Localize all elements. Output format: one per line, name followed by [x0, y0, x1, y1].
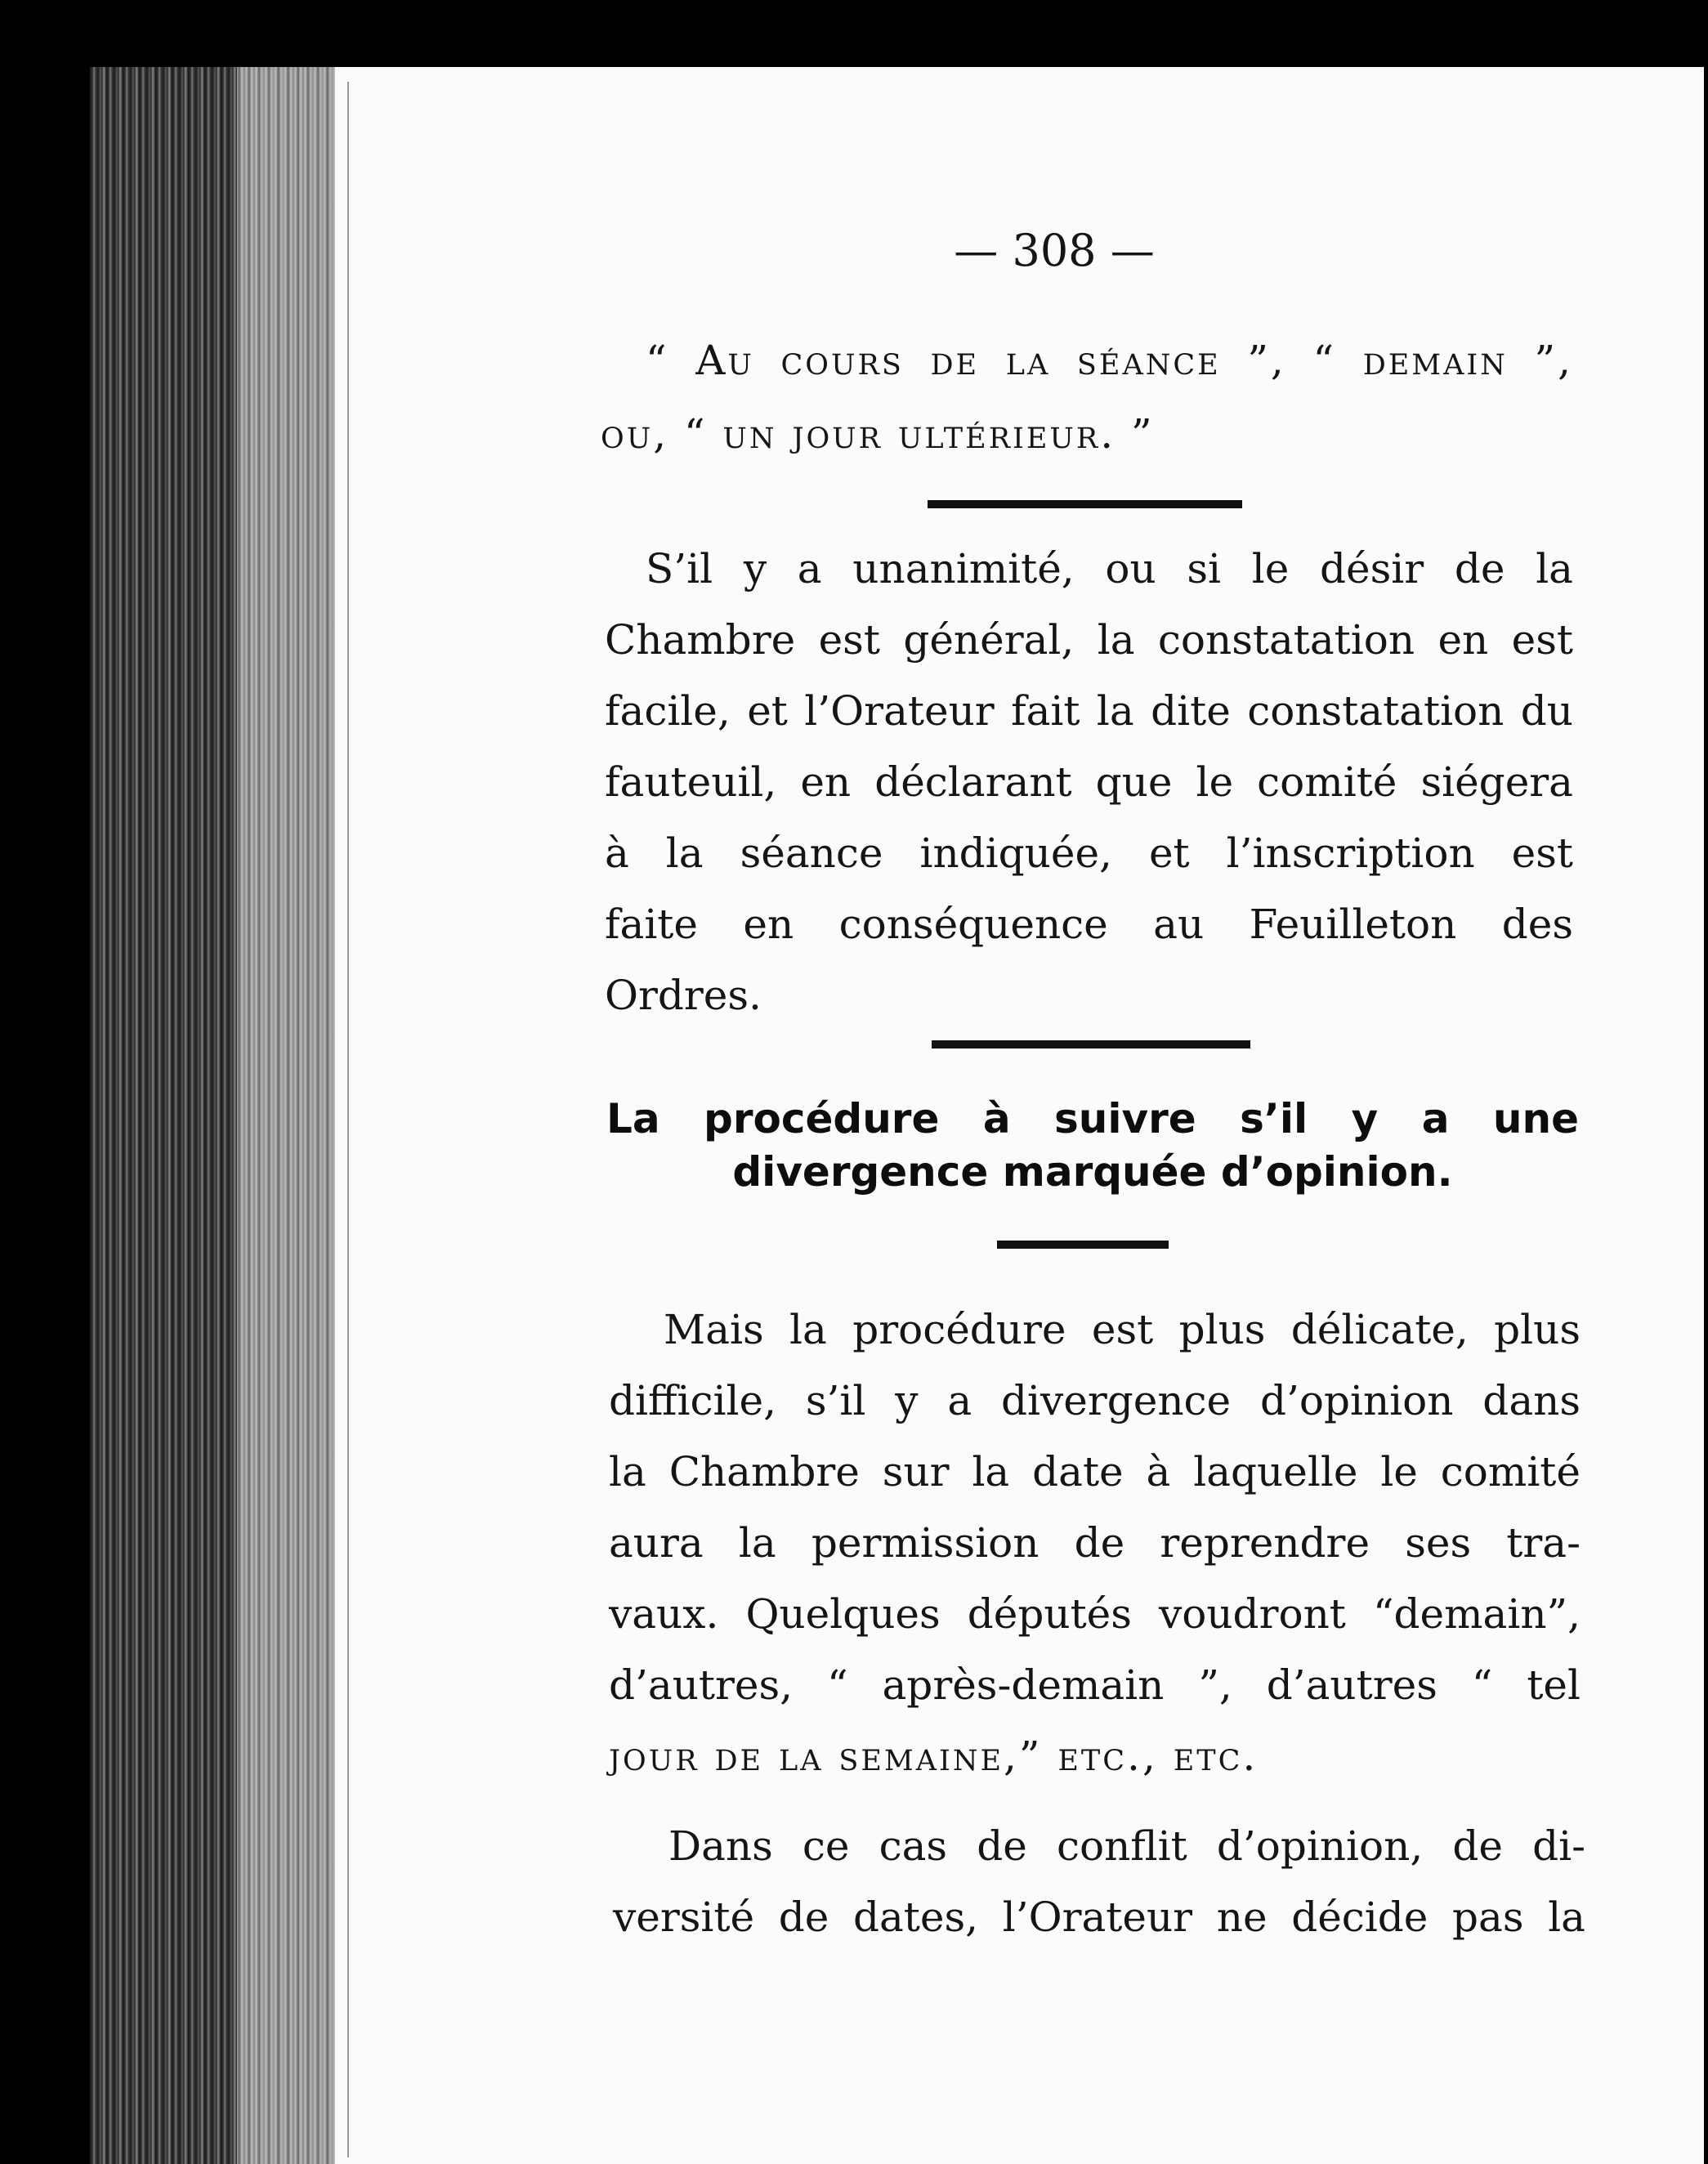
paragraph-2-line: difficile, s’il y a divergence d’opinion dans: [609, 1377, 1581, 1424]
section-heading-line-1: La procédure à suivre s’il y a une: [606, 1095, 1579, 1142]
paragraph-3-line: Dans ce cas de conflit d’opinion, de di-: [668, 1822, 1585, 1870]
paragraph-1-line: facile, et l’Orateur fait la dite constatation du: [605, 687, 1573, 735]
paragraph-2-line: vaux. Quelques députés voudront “demain”,: [609, 1590, 1581, 1638]
separator-rule-1: [928, 500, 1242, 508]
paragraph-2-line: Mais la procédure est plus délicate, plus: [664, 1306, 1581, 1353]
intro-line-2: ou, “ un jour ultérieur. ”: [601, 410, 1155, 458]
paragraph-1-line: fauteuil, en déclarant que le comité siégera: [605, 758, 1573, 806]
paragraph-2-line: d’autres, “ après-demain ”, d’autres “ tel: [609, 1661, 1581, 1709]
page-number: — 308 —: [954, 225, 1155, 276]
page-gutter-line: [347, 82, 349, 2157]
paragraph-1-line: faite en conséquence au Feuilleton des: [605, 901, 1573, 948]
section-heading-line-2: divergence marquée d’opinion.: [732, 1148, 1453, 1196]
book-page-edges-inner: [237, 67, 351, 2164]
paragraph-2-line: jour de la semaine,” etc., etc.: [609, 1733, 1259, 1780]
paragraph-1-line: à la séance indiquée, et l’inscription est: [605, 829, 1573, 877]
separator-rule-3: [997, 1241, 1169, 1249]
paragraph-1-line: Chambre est général, la constatation en est: [605, 616, 1573, 664]
paragraph-3-line: versité de dates, l’Orateur ne décide pas la: [613, 1894, 1585, 1941]
separator-rule-2: [932, 1040, 1250, 1048]
paragraph-1-line: S’il y a unanimité, ou si le désir de la: [646, 545, 1573, 592]
paragraph-2-line: la Chambre sur la date à laquelle le comité: [609, 1448, 1581, 1496]
paragraph-2-line: aura la permission de reprendre ses tra-: [609, 1519, 1581, 1567]
paragraph-1-line: Ordres.: [605, 972, 762, 1019]
intro-line-1: “ Au cours de la séance ”, “ demain ”,: [646, 337, 1573, 384]
